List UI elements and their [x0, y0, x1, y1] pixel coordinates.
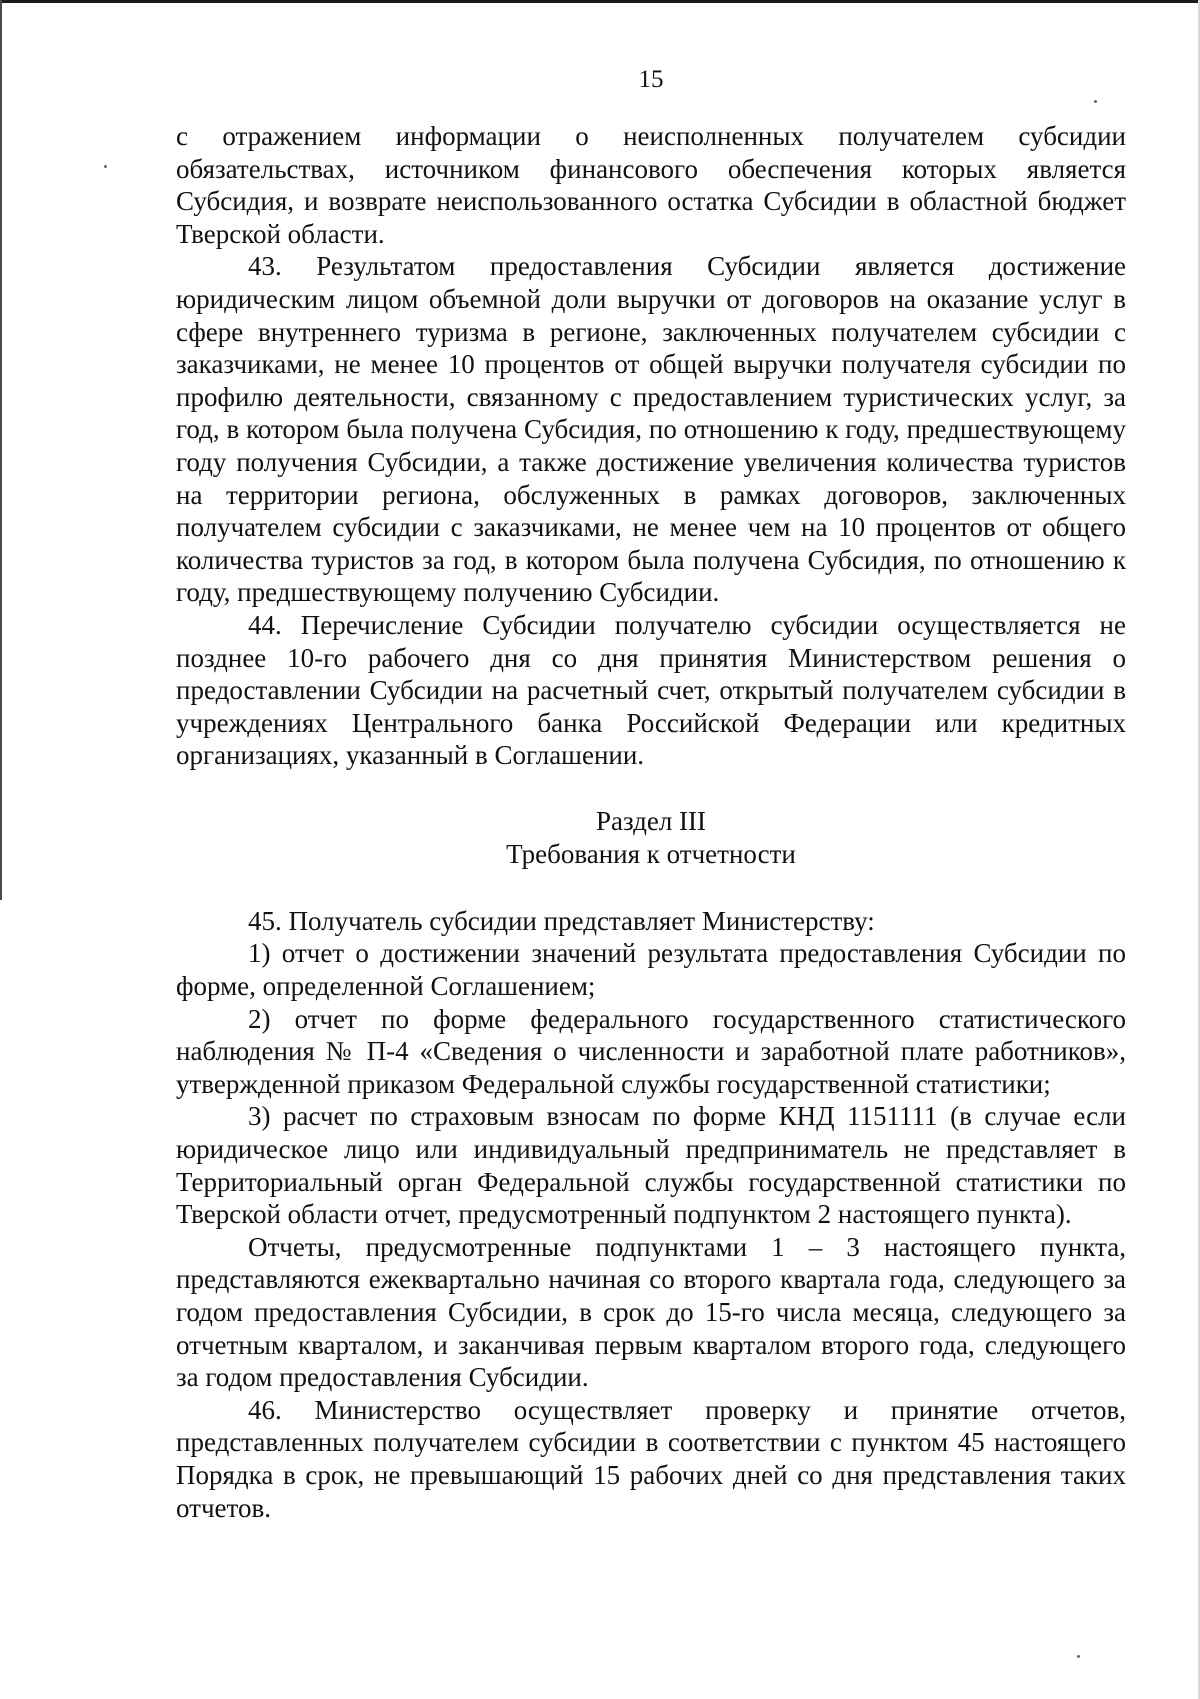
scan-border-top [0, 0, 1200, 3]
section-number: Раздел III [595, 805, 707, 836]
subitem-3: 3) расчет по страховым взносам по форме КНД 1151111 (в случае если юридическое лицо или индивидуальный предприниматель не представляет в Территориальный орган Федеральной службы государственной статистики по Тверской области отчет, предусмотренный подпунктом 2 настоящего пункта). [176, 1101, 1126, 1230]
scan-speck [104, 165, 107, 168]
paragraphs-after-section [176, 905, 1126, 1524]
scan-speck [1077, 1655, 1080, 1658]
section-title: Требования к отчетности [506, 838, 796, 869]
subitem-1: 1) отчет о достижении значений результата предоставления Субсидии по форме, определенной Соглашением; [176, 938, 1126, 1002]
reports-schedule-paragraph: Отчеты, предусмотренные подпунктами 1 – 3 настоящего пункта, представляются ежеквартально начиная со второго квартала года, следующего за годом предоставления Субсидии, в срок до 15-го числа месяца, следующего за отчетным кварталом, и заканчивая первым кварталом второго года, следующего за годом предоставления Субсидии. [176, 1231, 1126, 1393]
paragraph-43: 43. Результатом предоставления Субсидии является достижение юридическим лицом объемной доли выручки от договоров на оказание услуг в сфере внутреннего туризма в регионе, заключенных получателем субсидии с заказчиками, не менее 10 процентов от общей выручки получателя субсидии по профилю деятельности, связанному с предоставлением туристических услуг, за год, в котором была получена Субсидия, по отношению к году, предшествующему году получения Субсидии, а также достижение увеличения количества туристов на территории региона, обслуженных в рамках договоров, заключенных получателем субсидии с заказчиками, не менее чем на 10 процентов от общего количества туристов за год, в котором была получена Субсидия, по отношению к году, предшествующему получению Субсидии. [176, 251, 1126, 608]
paragraphs-before-section [176, 120, 1126, 772]
subitem-2: 2) отчет по форме федерального государственного статистического наблюдения № П-4 «Сведения о численности и заработной плате работников», утвержденной приказом Федеральной службы государственной статистики; [176, 1003, 1126, 1099]
scan-border-left [0, 0, 2, 900]
paragraph-44: 44. Перечисление Субсидии получателю субсидии осуществляется не позднее 10-го рабочего дня со дня принятия Министерством решения о предоставлении Субсидии на расчетный счет, открытый получателем субсидии в учреждениях Центрального банка Российской Федерации или кредитных организациях, указанный в Соглашении. [176, 609, 1126, 771]
page-number: 15 [638, 66, 664, 93]
section-heading [176, 805, 1126, 871]
document-page [176, 64, 1126, 1524]
paragraph-continuation: с отражением информации о неисполненных получателем субсидии обязательствах, источником финансового обеспечения которых является Субсидия, и возврате неиспользованного остатка Субсидии в областной бюджет Тверской области. [176, 121, 1126, 249]
paragraph-46: 46. Министерство осуществляет проверку и принятие отчетов, представленных получателем субсидии в соответствии с пунктом 45 настоящего Порядка в срок, не превышающий 15 рабочих дней со дня представления таких отчетов. [176, 1394, 1126, 1523]
paragraph-45: 45. Получатель субсидии представляет Министерству: [248, 905, 875, 936]
